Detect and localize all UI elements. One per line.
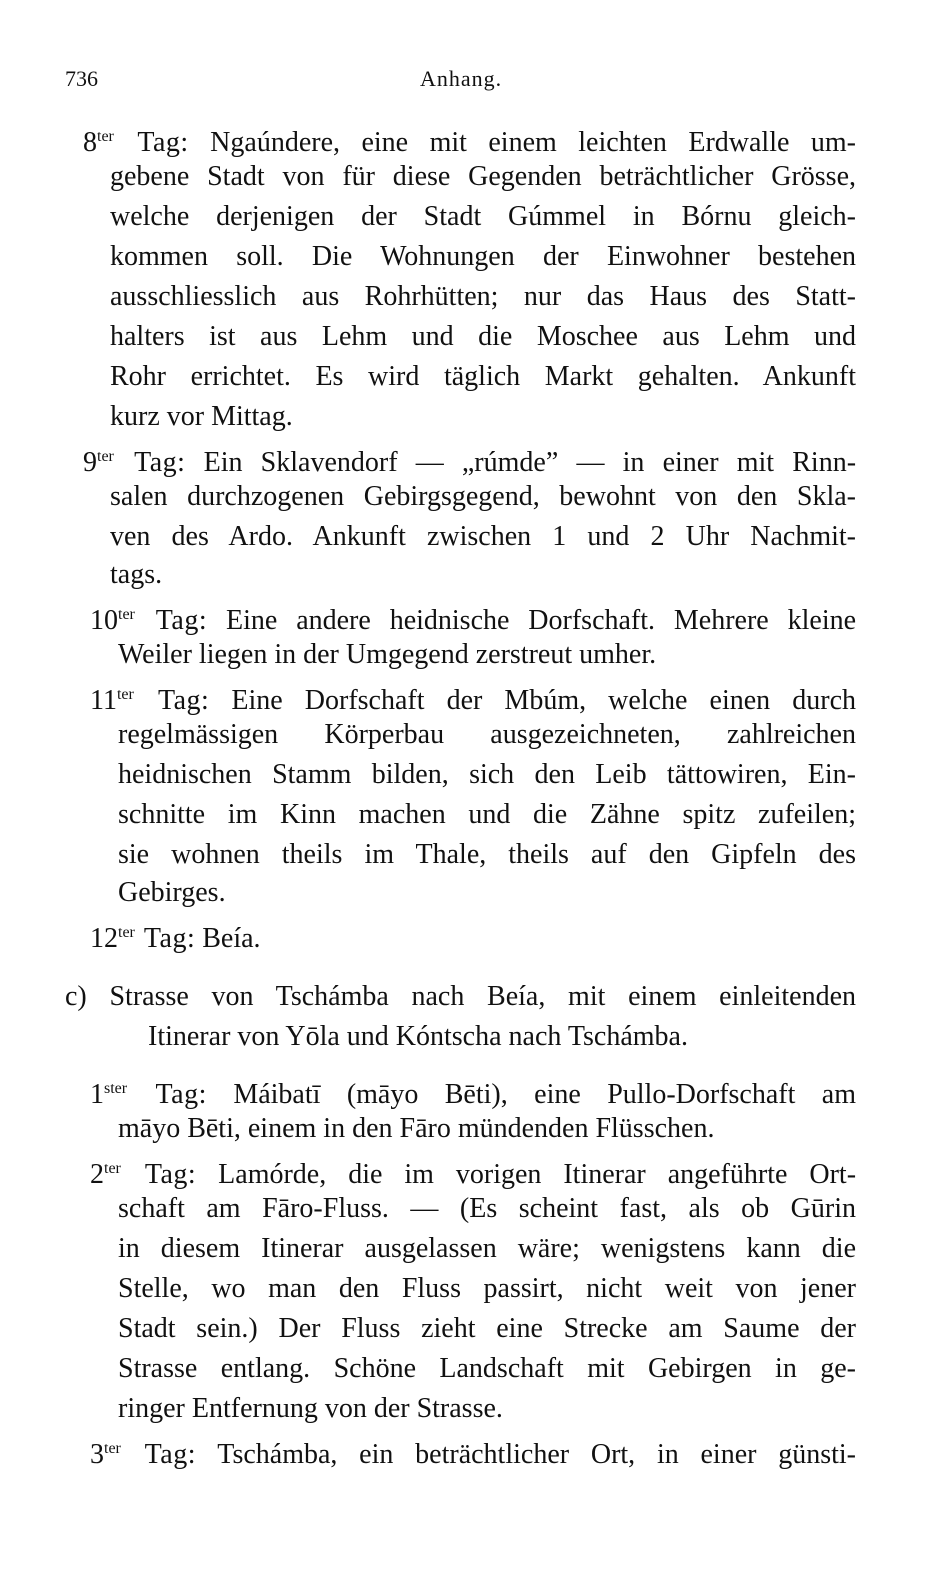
running-title: Anhang. [420,66,503,91]
page-header [0,66,930,102]
entry-line: welche derjenigen der Stadt Gúmmel in Bórnu gleich- [110,201,856,232]
entry-text: Ngaúndere, eine mit einem leichten Erdwalle um- [210,127,856,158]
entry-text: Ein Sklavendorf — „rúmde” — in einer mit Rinn- [203,447,857,478]
day-ordinal: $9^{ter}$ [83,447,114,478]
entry-line: in diesem Itinerar ausgelassen wäre; wenigstens kann die [118,1233,856,1264]
entry-line [90,1150,856,1194]
entry-line: ausschliesslich aus Rohrhütten; nur das Haus des Statt- [110,281,856,312]
day-ordinal: $3^{ter}$ [90,1439,121,1470]
entry-line: ringer Entfernung von der Strasse. [118,1393,503,1424]
entry-text: Máibatī (māyo Bēti), eine Pullo-Dorfschaft am [233,1079,857,1110]
day-label: Tag: [155,605,208,636]
entry-line: halters ist aus Lehm und die Moschee aus Lehm und [110,321,856,352]
entry-line: Gebirges. [118,877,226,908]
entry-line: heidnischen Stamm bilden, sich den Leib tättowiren, Ein- [118,759,856,790]
entry-line: Stadt sein.) Der Fluss zieht eine Strecke am Saume der [118,1313,856,1344]
section-title-line: Itinerar von Yōla und Kóntscha nach Tschámba. [148,1021,688,1052]
entry-line: schaft am Fāro-Fluss. — (Es scheint fast, als ob Gūrin [118,1193,856,1224]
day-label: Tag: [137,127,189,158]
entry-line: Stelle, wo man den Fluss passirt, nicht weit von jener [118,1273,856,1304]
day-ordinal: $1^{ster}$ [90,1079,128,1110]
entry-line: gebene Stadt von für diese Gegenden beträchtlicher Grösse, [110,161,856,192]
entry-line: Weiler liegen in der Umgegend zerstreut umher. [118,639,657,670]
entry-line: ven des Ardo. Ankunft zwischen 1 und 2 Uhr Nachmit- [110,521,856,552]
day-ordinal: $11^{ter}$ [90,685,134,716]
entry-text: Tschámba, ein beträchtlicher Ort, in einer günsti- [217,1439,857,1470]
day-label: Tag: [155,1079,207,1110]
entry-line [83,118,856,162]
day-label: Tag: [134,447,186,478]
entry-line: kommen soll. Die Wohnungen der Einwohner bestehen [110,241,856,272]
entry-line: tags. [110,559,163,590]
entry-text: Lamórde, die im vorigen Itinerar angeführte Ort- [218,1159,857,1190]
entry-text: Beía. [202,923,261,954]
entry-line [90,914,261,958]
entry-line: Strasse entlang. Schöne Landschaft mit Gebirgen in ge- [118,1353,856,1384]
entry-text: Eine Dorfschaft der Mbúm, welche einen durch [231,685,857,716]
entry-line: schnitte im Kinn machen und die Zähne spitz zufeilen; [118,799,856,830]
page-number: 736 [65,66,98,91]
entry-line: māyo Bēti, einem in den Fāro mündenden Flüsschen. [118,1113,715,1144]
entry-line: Rohr errichtet. Es wird täglich Markt gehalten. Ankunft [110,361,856,392]
day-label: Tag: [144,1439,197,1470]
section-title-line: Strasse von Tschámba nach Beía, mit einem einleitenden [109,981,857,1012]
entry-line: salen durchzogenen Gebirgsgegend, bewohnt von den Skla- [110,481,856,512]
entry-line [90,1430,856,1474]
entry-line [90,676,856,720]
entry-line: kurz vor Mittag. [110,401,293,432]
day-ordinal: $12^{ter}$ [90,923,135,954]
section-marker: c) [65,981,87,1012]
day-label: Tag: [144,1159,197,1190]
day-label: Tag: [157,685,210,716]
day-ordinal: $8^{ter}$ [83,127,114,158]
entry-line [83,438,856,482]
entry-line: regelmässigen Körperbau ausgezeichneten, zahlreichen [118,719,856,750]
entry-text: Eine andere heidnische Dorfschaft. Mehrere kleine [226,605,857,636]
entry-line [90,1070,856,1114]
day-label: Tag: [143,923,196,954]
entry-line [90,596,856,640]
day-ordinal: $2^{ter}$ [90,1159,121,1190]
day-ordinal: $10^{ter}$ [90,605,135,636]
entry-line: sie wohnen theils im Thale, theils auf den Gipfeln des [118,839,856,870]
section-heading [65,978,856,1016]
